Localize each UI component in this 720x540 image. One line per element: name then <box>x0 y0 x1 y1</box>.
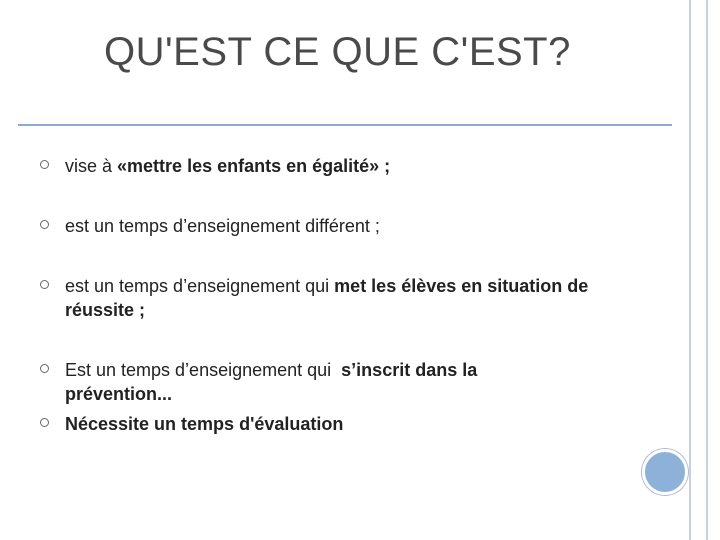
decorative-circle <box>642 449 688 495</box>
bullet-text-normal: Est un temps d’enseignement qui <box>65 360 342 380</box>
circle-bullet-icon <box>40 280 49 289</box>
bullet-text-bold: s’inscrit dans la prévention... <box>65 360 478 404</box>
title-divider <box>18 124 672 126</box>
bullet-text <box>65 214 640 238</box>
bullet-item <box>40 274 640 322</box>
frame-line-left <box>689 0 691 540</box>
bullet-item <box>40 412 640 436</box>
circle-bullet-icon <box>40 220 49 229</box>
bullet-text-normal: est un temps d’enseignement qui <box>65 276 335 296</box>
bullet-text-normal: est un temps d’enseignement différent ; <box>65 216 380 236</box>
slide-title: QU'EST CE QUE C'EST? <box>104 30 571 74</box>
bullet-text-bold: Nécessite un temps d'évaluation <box>65 414 344 434</box>
bullet-item <box>40 214 640 238</box>
bullet-text-bold: met les élèves en situation de réussite ; <box>65 276 589 320</box>
bullet-text <box>65 358 580 406</box>
circle-bullet-icon <box>40 364 49 373</box>
bullet-text-normal: vise à <box>65 156 118 176</box>
bullet-text <box>65 412 640 436</box>
bullet-text <box>65 274 640 322</box>
frame-line-right <box>706 0 708 540</box>
bullet-item <box>40 358 580 406</box>
bullet-text-bold: «mettre les enfants en égalité» ; <box>117 156 391 176</box>
bullet-text <box>65 154 640 178</box>
circle-bullet-icon <box>40 418 49 427</box>
circle-bullet-icon <box>40 160 49 169</box>
bullet-item <box>40 154 640 178</box>
